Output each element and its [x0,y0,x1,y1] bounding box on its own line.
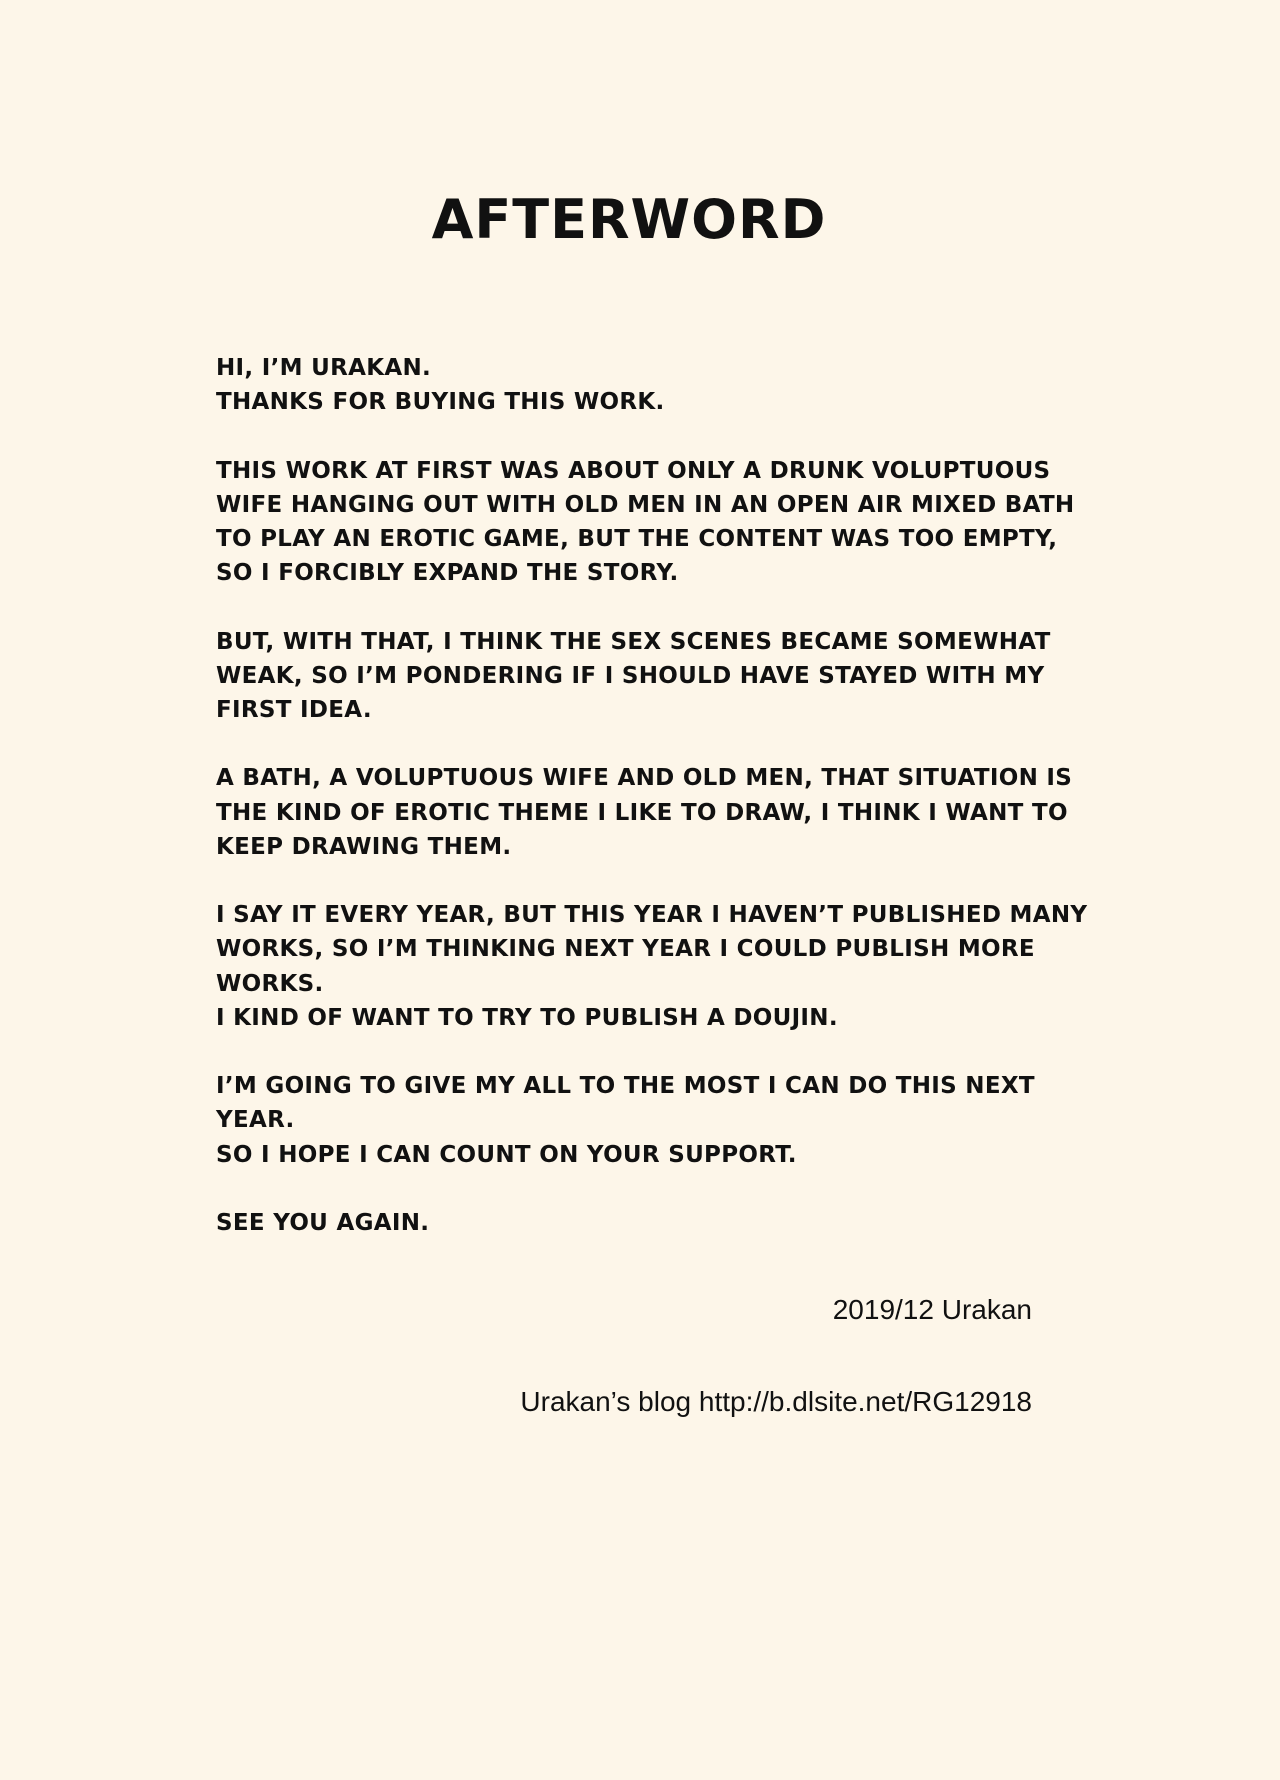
paragraph-reflection [216,625,1076,728]
text-line: SEE YOU AGAIN. [216,1209,430,1236]
paragraph-plans [216,898,1088,1035]
paragraph-support [216,1069,1076,1172]
paragraph-farewell [216,1206,1076,1240]
text-line: YEAR. [216,1107,295,1134]
text-line: TO PLAY AN EROTIC GAME, BUT THE CONTENT WAS TOO EMPTY, [216,526,1058,552]
page-title: AFTERWORD [431,188,827,251]
text-line: WORKS. [216,970,324,997]
text-line: WEAK, SO I’M PONDERING IF I SHOULD HAVE STAYED WITH MY [216,662,1045,689]
signature-date: 2019/12 Urakan [832,1294,1032,1325]
text-line: THANKS FOR BUYING THIS WORK. [216,389,665,416]
afterword-body [216,351,1088,1274]
text-line: KEEP DRAWING THEM. [216,833,512,860]
text-line: SO I HOPE I CAN COUNT ON YOUR SUPPORT. [216,1141,797,1168]
paragraph-theme [216,761,1076,864]
text-line: HI, I’M URAKAN. [216,355,432,381]
text-line: I’M GOING TO GIVE MY ALL TO THE MOST I CAN DO THIS NEXT [216,1073,1035,1100]
text-line: THIS WORK AT FIRST WAS ABOUT ONLY A DRUNK VOLUPTUOUS [216,457,1051,484]
paragraph-greeting [216,351,1076,419]
blog-link: Urakan’s blog http://b.dlsite.net/RG12918 [520,1386,1032,1417]
paragraph-story [216,454,1076,591]
text-line: A BATH, A VOLUPTUOUS WIFE AND OLD MEN, THAT SITUATION IS [216,765,1073,792]
text-line: I KIND OF WANT TO TRY TO PUBLISH A DOUJIN. [216,1004,838,1031]
text-line: THE KIND OF EROTIC THEME I LIKE TO DRAW, I THINK I WANT TO [216,799,1068,826]
text-line: FIRST IDEA. [216,697,372,723]
text-line: WIFE HANGING OUT WITH OLD MEN IN AN OPEN AIR MIXED BATH [216,491,1075,518]
text-line: WORKS, SO I’M THINKING NEXT YEAR I COULD PUBLISH MORE [216,936,1035,963]
text-line: I SAY IT EVERY YEAR, BUT THIS YEAR I HAVEN’T PUBLISHED MANY [216,902,1088,929]
text-line: BUT, WITH THAT, I THINK THE SEX SCENES BECAME SOMEWHAT [216,628,1051,655]
text-line: SO I FORCIBLY EXPAND THE STORY. [216,560,679,587]
